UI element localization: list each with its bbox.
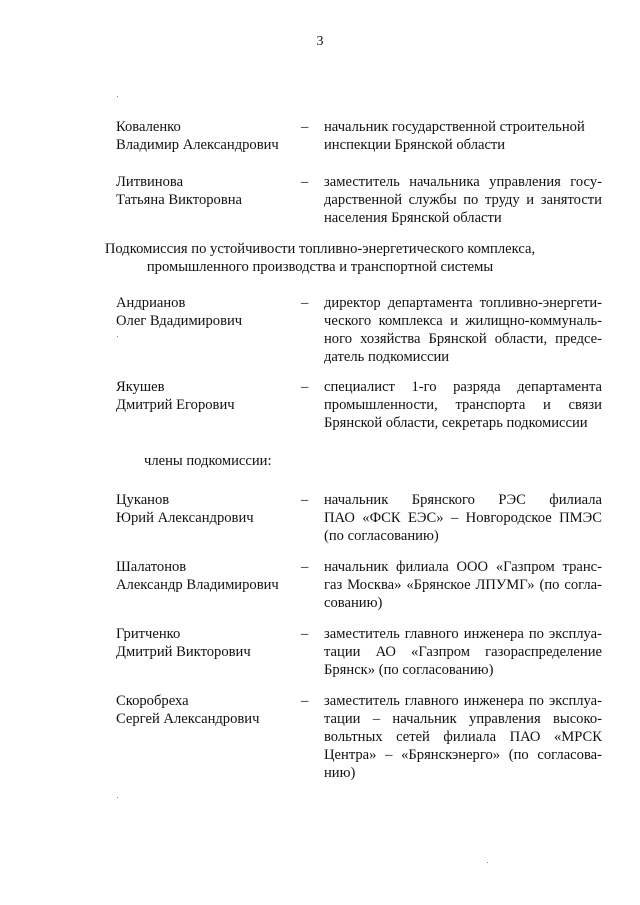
surname: Шалатонов bbox=[116, 559, 187, 575]
description-line: вольтных сетей филиала ПАО «МРСК bbox=[324, 729, 602, 745]
dash: – bbox=[301, 174, 309, 190]
dash: – bbox=[301, 559, 309, 575]
surname: Цуканов bbox=[116, 492, 170, 508]
description-line: заместитель главного инженера по эксплуа- bbox=[324, 693, 602, 709]
description-line: промышленности, транспорта и связи bbox=[324, 397, 602, 413]
description-line: дарственной службы по труду и занятости bbox=[324, 192, 602, 208]
description-line: тации – начальник управления высоко- bbox=[324, 711, 602, 727]
person-name bbox=[116, 294, 296, 330]
position-description bbox=[324, 294, 602, 366]
heading-line: промышленного производства и транспортной системы bbox=[146, 259, 494, 275]
person-name bbox=[116, 558, 296, 594]
description-line: датель подкомиссии bbox=[324, 349, 450, 365]
description-line: начальник филиала ООО «Газпром транс- bbox=[324, 559, 602, 575]
members-label: члены подкомиссии: bbox=[144, 453, 272, 469]
person-entry bbox=[116, 173, 616, 229]
description-line: сованию) bbox=[324, 595, 383, 611]
scan-speck bbox=[117, 797, 118, 798]
surname: Андрианов bbox=[116, 295, 186, 311]
description-line: ного хозяйства Брянской области, предсе- bbox=[324, 331, 602, 347]
position-description bbox=[324, 692, 602, 782]
dash: – bbox=[301, 379, 309, 395]
person-name bbox=[116, 173, 296, 209]
heading-line: Подкомиссия по устойчивости топливно-энергетического комплекса, bbox=[104, 241, 536, 257]
given-names: Александр Владимирович bbox=[116, 577, 279, 593]
position-description bbox=[324, 491, 602, 545]
person-name bbox=[116, 625, 296, 661]
person-name bbox=[116, 118, 296, 154]
description-line: нию) bbox=[324, 765, 356, 781]
person-name bbox=[116, 692, 296, 728]
person-entry bbox=[116, 491, 616, 547]
dash: – bbox=[301, 119, 309, 135]
person-entry bbox=[116, 625, 616, 681]
given-names: Дмитрий Викторович bbox=[116, 644, 251, 660]
description-line: специалист 1-го разряда департамента bbox=[324, 379, 602, 395]
person-entry bbox=[116, 558, 616, 614]
person-entry bbox=[116, 118, 616, 158]
description-line: тации АО «Газпром газораспределение bbox=[324, 644, 602, 660]
description-line: ческого комплекса и жилищно-коммуналь- bbox=[324, 313, 602, 329]
description-line: начальник Брянского РЭС филиала bbox=[324, 492, 602, 508]
given-names: Юрий Александрович bbox=[116, 510, 254, 526]
surname: Гритченко bbox=[116, 626, 181, 642]
description-line: директор департамента топливно-энергети- bbox=[324, 295, 602, 311]
given-names: Владимир Александрович bbox=[116, 137, 279, 153]
person-entry bbox=[116, 692, 616, 784]
given-names: Сергей Александрович bbox=[116, 711, 260, 727]
surname: Коваленко bbox=[116, 119, 181, 135]
position-description bbox=[324, 173, 602, 227]
given-names: Олег Вдадимирович bbox=[116, 313, 243, 329]
description-line: инспекции Брянской области bbox=[324, 137, 506, 153]
given-names: Дмитрий Егорович bbox=[116, 397, 235, 413]
person-name bbox=[116, 378, 296, 414]
position-description bbox=[324, 118, 602, 154]
description-line: (по согласованию) bbox=[324, 528, 439, 544]
dash: – bbox=[301, 626, 309, 642]
given-names: Татьяна Викторовна bbox=[116, 192, 243, 208]
surname: Якушев bbox=[116, 379, 165, 395]
description-line: заместитель начальника управления госу- bbox=[324, 174, 602, 190]
description-line: начальник государственной строительной bbox=[324, 119, 585, 135]
dash: – bbox=[301, 295, 309, 311]
person-entry bbox=[116, 294, 616, 368]
description-line: заместитель главного инженера по эксплуа- bbox=[324, 626, 602, 642]
surname: Литвинова bbox=[116, 174, 184, 190]
scan-speck bbox=[117, 96, 118, 97]
page-number: 3 bbox=[316, 34, 324, 49]
person-entry bbox=[116, 378, 616, 434]
scan-speck bbox=[117, 336, 118, 337]
scan-speck bbox=[487, 862, 488, 863]
position-description bbox=[324, 378, 602, 432]
description-line: газ Москва» «Брянское ЛПУМГ» (по согла- bbox=[324, 577, 602, 593]
description-line: Центра» – «Брянскэнерго» (по согласова- bbox=[324, 747, 602, 763]
description-line: Брянской области, секретарь подкомиссии bbox=[324, 415, 588, 431]
surname: Скоробреха bbox=[116, 693, 189, 709]
dash: – bbox=[301, 693, 309, 709]
dash: – bbox=[301, 492, 309, 508]
position-description bbox=[324, 558, 602, 612]
description-line: населения Брянской области bbox=[324, 210, 502, 226]
position-description bbox=[324, 625, 602, 679]
subcommission-heading bbox=[70, 240, 570, 276]
description-line: Брянск» (по согласованию) bbox=[324, 662, 494, 678]
person-name bbox=[116, 491, 296, 527]
description-line: ПАО «ФСК ЕЭС» – Новгородское ПМЭС bbox=[324, 510, 602, 526]
